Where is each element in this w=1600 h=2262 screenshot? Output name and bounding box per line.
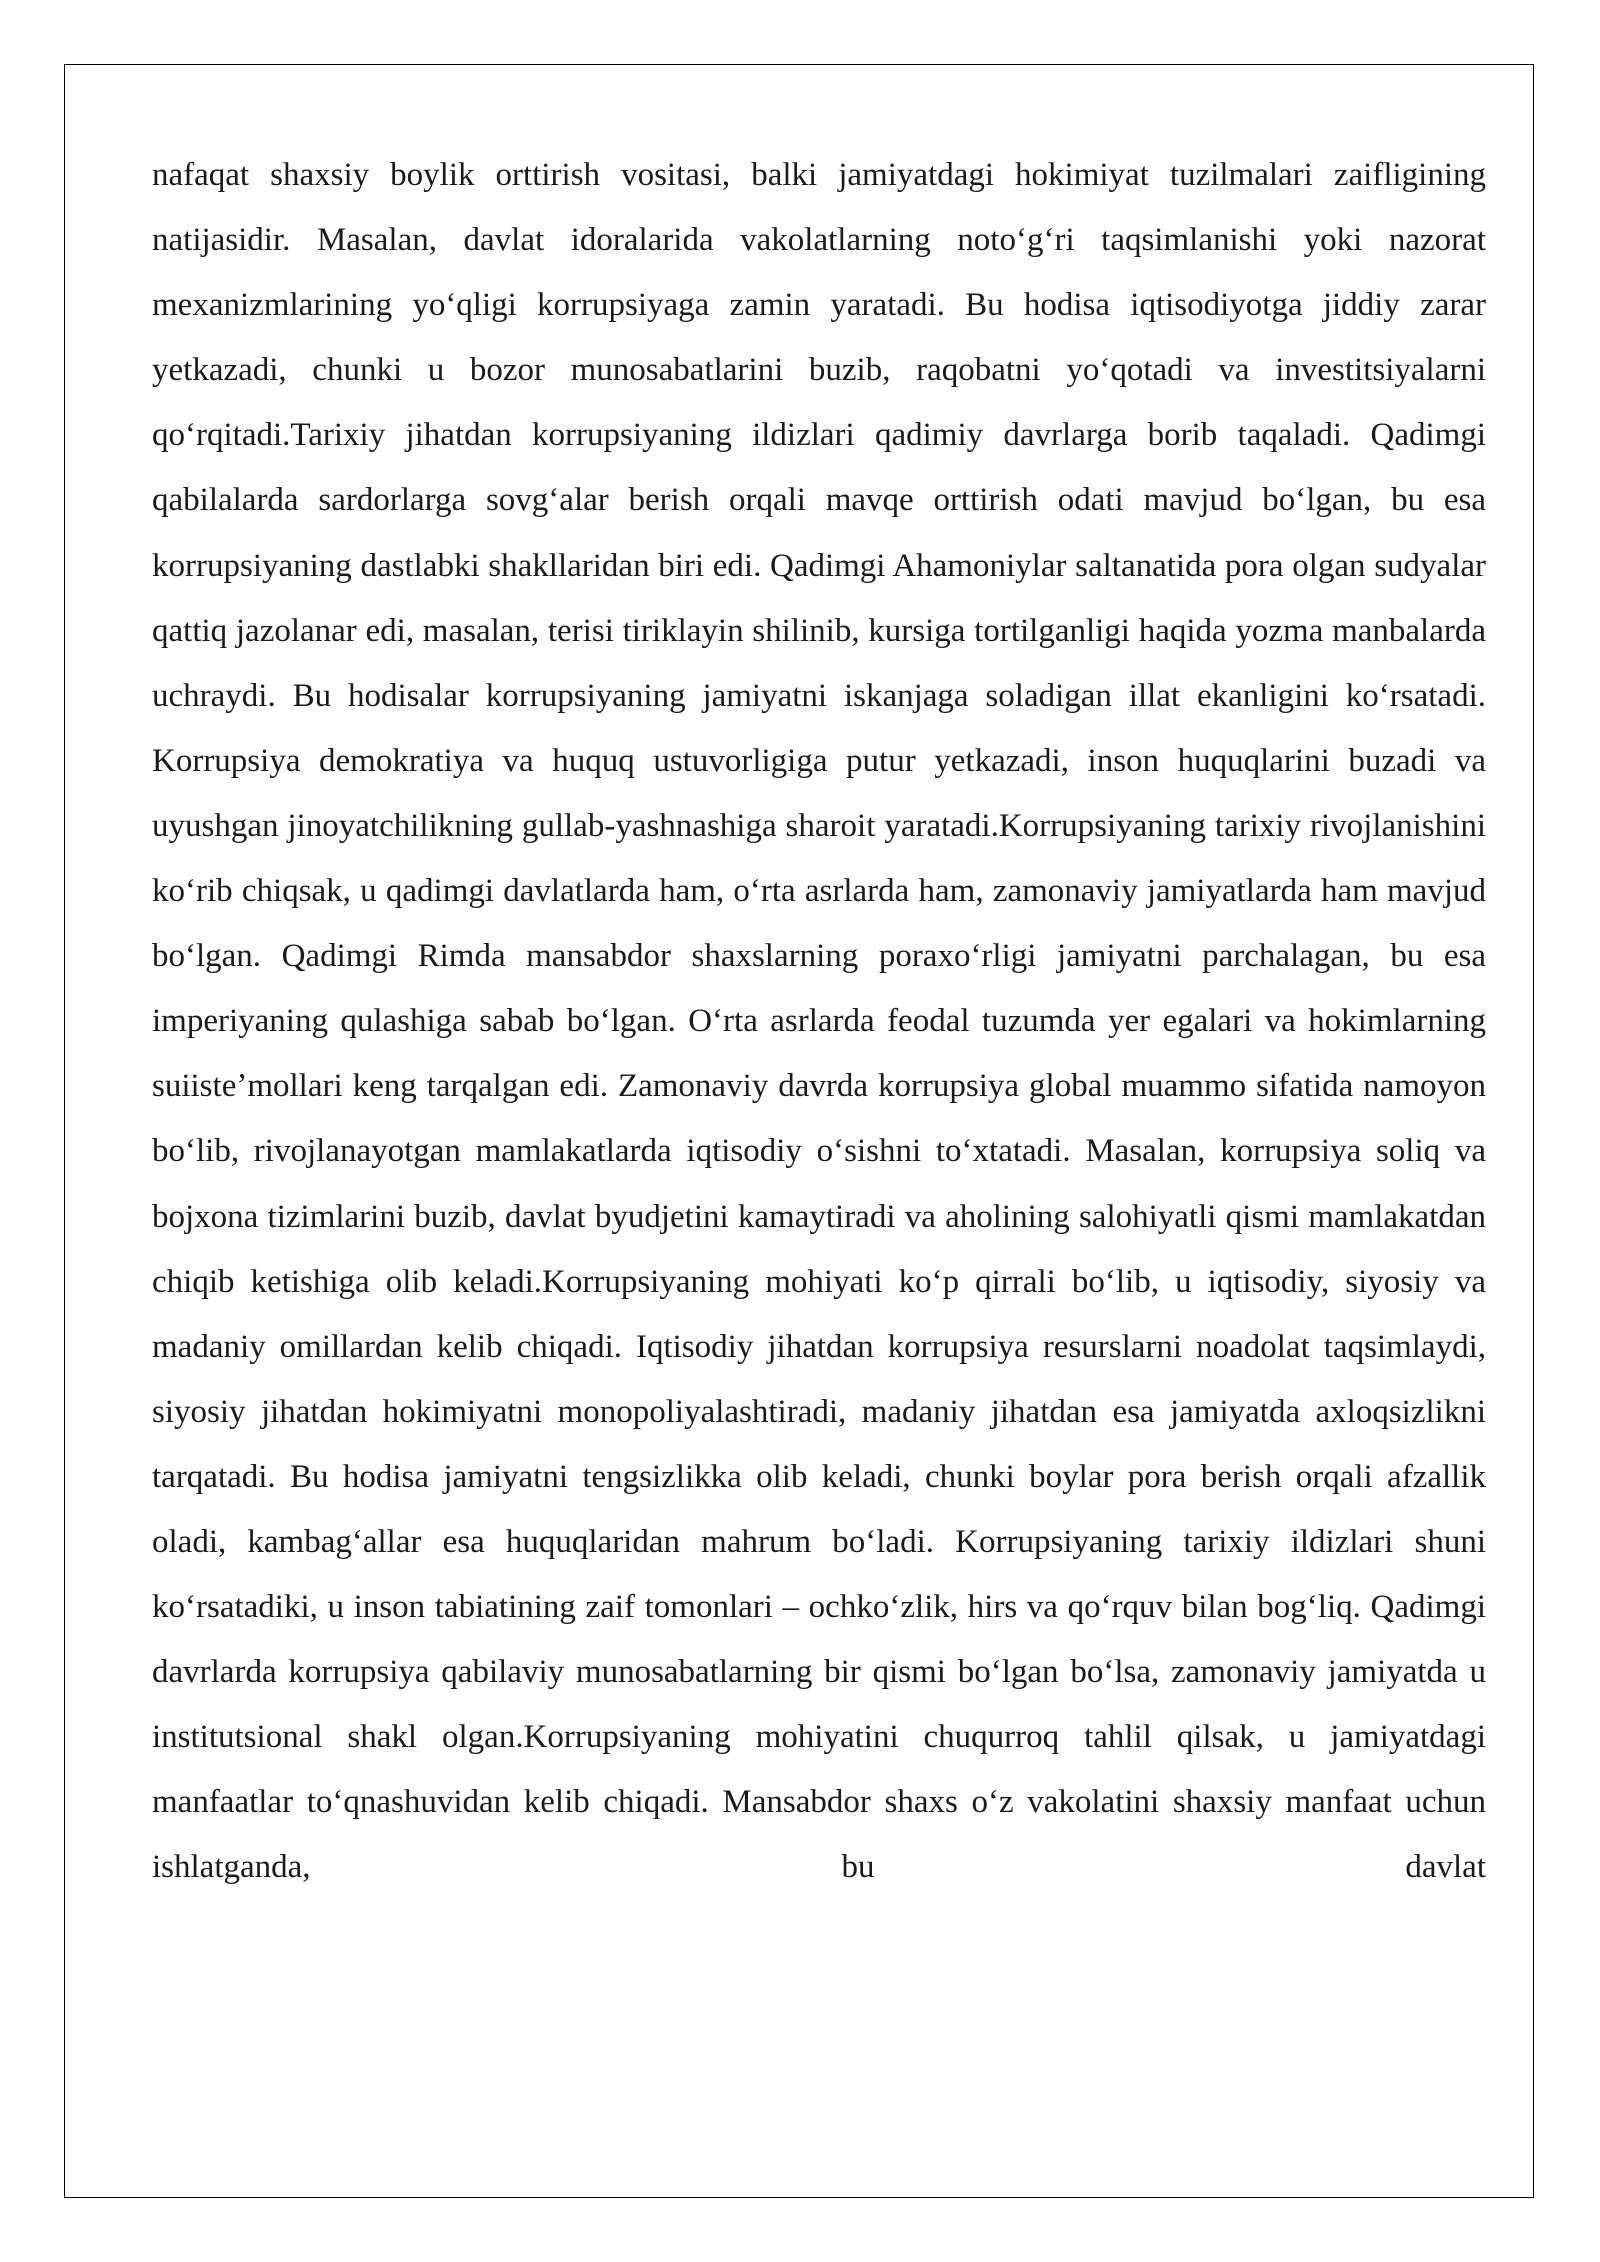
body-paragraph: nafaqat shaxsiy boylik orttirish vositasi, balki jamiyatdagi hokimiyat tuzilmalari zaifligining natijasidir. Masalan, davlat idoralarida vakolatlarning notoʻgʻri taqsimlanishi yoki nazorat mexanizmlarining yoʻqligi korrupsiyaga zamin yaratadi. Bu hodisa iqtisodiyotga jiddiy zarar yetkazadi, chunki u bozor munosabatlarini buzib, raqobatni yoʻqotadi va investitsiyalarni qoʻrqitadi.Tarixiy jihatdan korrupsiyaning ildizlari qadimiy davrlarga borib taqaladi. Qadimgi qabilalarda sardorlarga sovgʻalar berish orqali mavqe orttirish odati mavjud boʻlgan, bu esa korrupsiyaning dastlabki shakllaridan biri edi. Qadimgi Ahamoniylar saltanatida pora olgan sudyalar qattiq jazolanar edi, masalan, terisi tiriklayin shilinib, kursiga tortilganligi haqida yozma manbalarda uchraydi. Bu hodisalar korrupsiyaning jamiyatni iskanjaga soladigan illat ekanligini koʻrsatadi. Korrupsiya demokratiya va huquq ustuvorligiga putur yetkazadi, inson huquqlarini buzadi va uyushgan jinoyatchilikning gullab-yashnashiga sharoit yaratadi.Korrupsiyaning tarixiy rivojlanishini koʻrib chiqsak, u qadimgi davlatlarda ham, oʻrta asrlarda ham, zamonaviy jamiyatlarda ham mavjud boʻlgan. Qadimgi Rimda mansabdor shaxslarning poraxoʻrligi jamiyatni parchalagan, bu esa imperiyaning qulashiga sabab boʻlgan. Oʻrta asrlarda feodal tuzumda yer egalari va hokimlarning suiisteʼmollari keng tarqalgan edi. Zamonaviy davrda korrupsiya global muammo sifatida namoyon boʻlib, rivojlanayotgan mamlakatlarda iqtisodiy oʻsishni toʻxtatadi. Masalan, korrupsiya soliq va bojxona tizimlarini buzib, davlat byudjetini kamaytiradi va aholining salohiyatli qismi mamlakatdan chiqib ketishiga olib keladi.Korrupsiyaning mohiyati koʻp qirrali boʻlib, u iqtisodiy, siyosiy va madaniy omillardan kelib chiqadi. Iqtisodiy jihatdan korrupsiya resurslarni noadolat taqsimlaydi, siyosiy jihatdan hokimiyatni monopoliyalashtiradi, madaniy jihatdan esa jamiyatda axloqsizlikni tarqatadi. Bu hodisa jamiyatni tengsizlikka olib keladi, chunki boylar pora berish orqali afzallik oladi, kambagʻallar esa huquqlaridan mahrum boʻladi. Korrupsiyaning tarixiy ildizlari shuni koʻrsatadiki, u inson tabiatining zaif tomonlari – ochkoʻzlik, hirs va qoʻrquv bilan bogʻliq. Qadimgi davrlarda korrupsiya qabilaviy munosabatlarning bir qismi boʻlgan boʻlsa, zamonaviy jamiyatda u institutsional shakl olgan.Korrupsiyaning mohiyatini chuqurroq tahlil qilsak, u jamiyatdagi manfaatlar toʻqnashuvidan kelib chiqadi. Mansabdor shaxs oʻz vakolatini shaxsiy manfaat uchun ishlatganda, bu davlat — [152, 157, 1486, 1886]
